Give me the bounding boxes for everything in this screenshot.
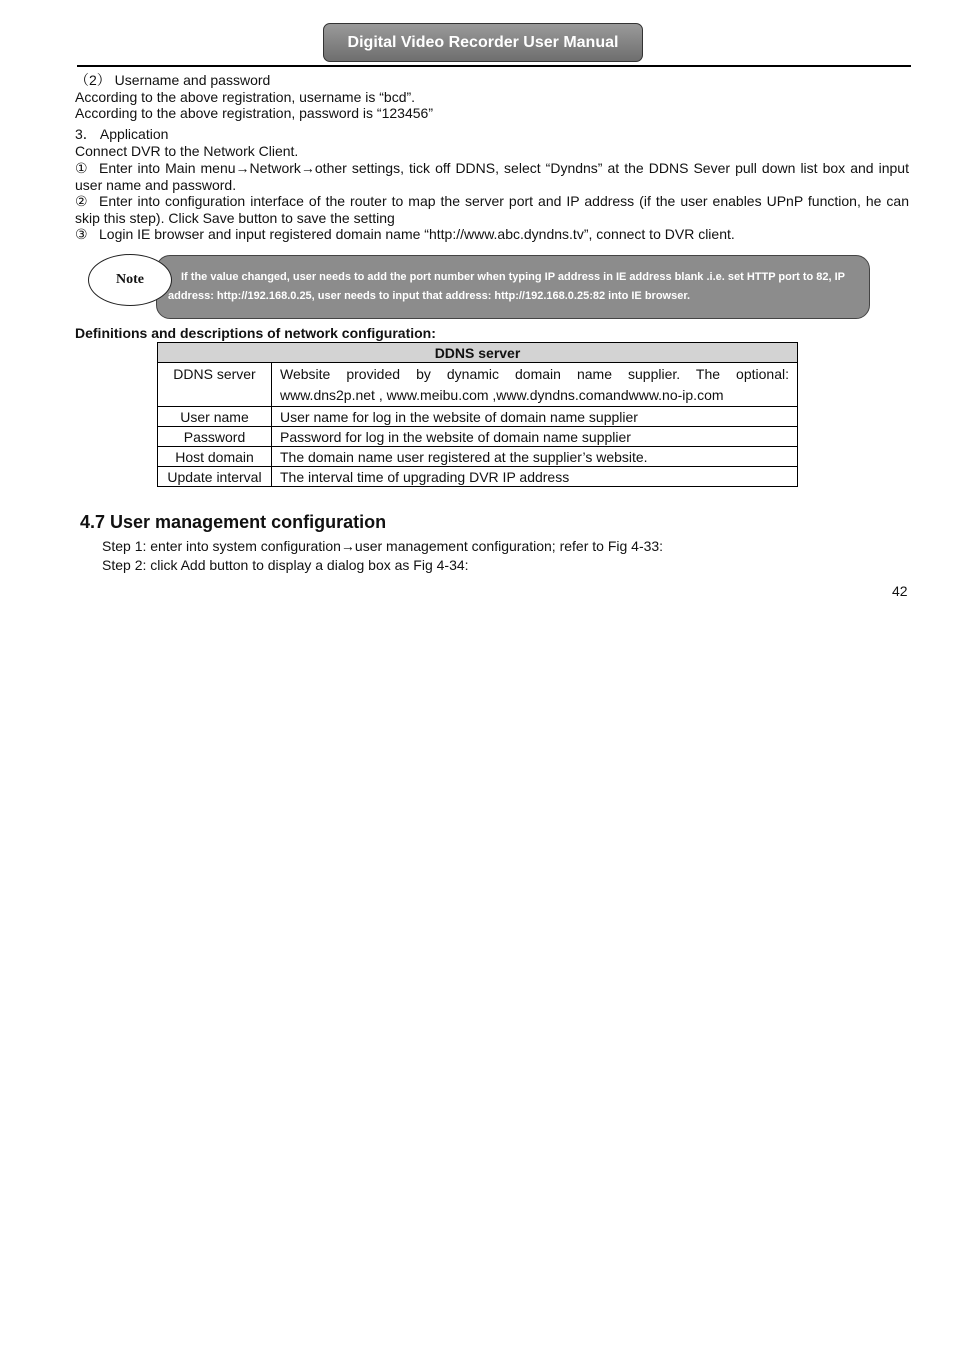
section-title-user-management: 4.7 User management configuration — [80, 512, 387, 532]
username-line: According to the above registration, username is “bcd”. — [75, 89, 416, 105]
table-key-cell: Password — [158, 427, 272, 447]
table-row — [158, 407, 798, 427]
table-value-cell: Password for log in the website of domain name supplier — [272, 427, 798, 447]
table-key-cell: DDNS server — [158, 363, 272, 407]
table-value-line: Website provided by dynamic domain name supplier. The optional: — [280, 366, 789, 382]
step-marker: ③ — [75, 226, 88, 242]
ddns-definitions-table — [157, 342, 798, 487]
header-rule — [77, 65, 911, 67]
step-text: Login IE browser and input registered domain name “http://www.abc.dyndns.tv”, connect to DVR client. — [99, 226, 735, 242]
table-value-line: www.dns2p.net , www.meibu.com ,www.dyndns.comandwww.no-ip.com — [280, 387, 724, 403]
table-value-cell: User name for log in the website of domain name supplier — [272, 407, 798, 427]
page-number: 42 — [892, 583, 908, 599]
table-key-cell: Update interval — [158, 467, 272, 487]
step-2-line: Step 2: click Add button to display a dialog box as Fig 4-34: — [102, 557, 469, 573]
step-item-3 — [75, 226, 909, 243]
step-item-1 — [75, 160, 909, 194]
step-text: Enter into configuration interface of the router to map the server port and IP address (if the user enables UPnP function, he can skip this step). Click Save button to save the setting — [75, 193, 909, 226]
subsection-heading-username-password: （2） Username and password — [75, 72, 271, 88]
step-marker: ② — [75, 193, 88, 209]
step-marker: ① — [75, 160, 88, 176]
table-key-cell: Host domain — [158, 447, 272, 467]
table-row — [158, 363, 798, 407]
table-row — [158, 427, 798, 447]
section-heading-application: 3． Application — [75, 126, 169, 142]
table-header: DDNS server — [158, 343, 798, 363]
table-key-cell: User name — [158, 407, 272, 427]
table-value-cell: The domain name user registered at the supplier’s website. — [272, 447, 798, 467]
table-value-cell: The interval time of upgrading DVR IP address — [272, 467, 798, 487]
manual-title-badge: Digital Video Recorder User Manual — [323, 23, 643, 62]
step-item-2 — [75, 193, 909, 227]
table-header-row — [158, 343, 798, 363]
step-1-line: Step 1: enter into system configuration→user management configuration; refer to Fig 4-33: — [102, 538, 664, 554]
definitions-title: Definitions and descriptions of network configuration: — [75, 325, 436, 341]
note-text: If the value changed, user needs to add the port number when typing IP address in IE address blank .i.e. set HTTP port to 82, IP address: http://192.168.0.25, user needs to input that address: http://192.168.0.25:82 into IE browser. — [168, 271, 845, 302]
note-label: Note — [88, 254, 172, 306]
table-value-cell — [272, 363, 798, 407]
connect-line: Connect DVR to the Network Client. — [75, 143, 299, 159]
table-row — [158, 447, 798, 467]
password-line: According to the above registration, password is “123456” — [75, 105, 433, 121]
step-text: Enter into Main menu→Network→other settings, tick off DDNS, select “Dyndns” at the DDNS Sever pull down list box and input user name and password. — [75, 160, 909, 193]
table-row — [158, 467, 798, 487]
